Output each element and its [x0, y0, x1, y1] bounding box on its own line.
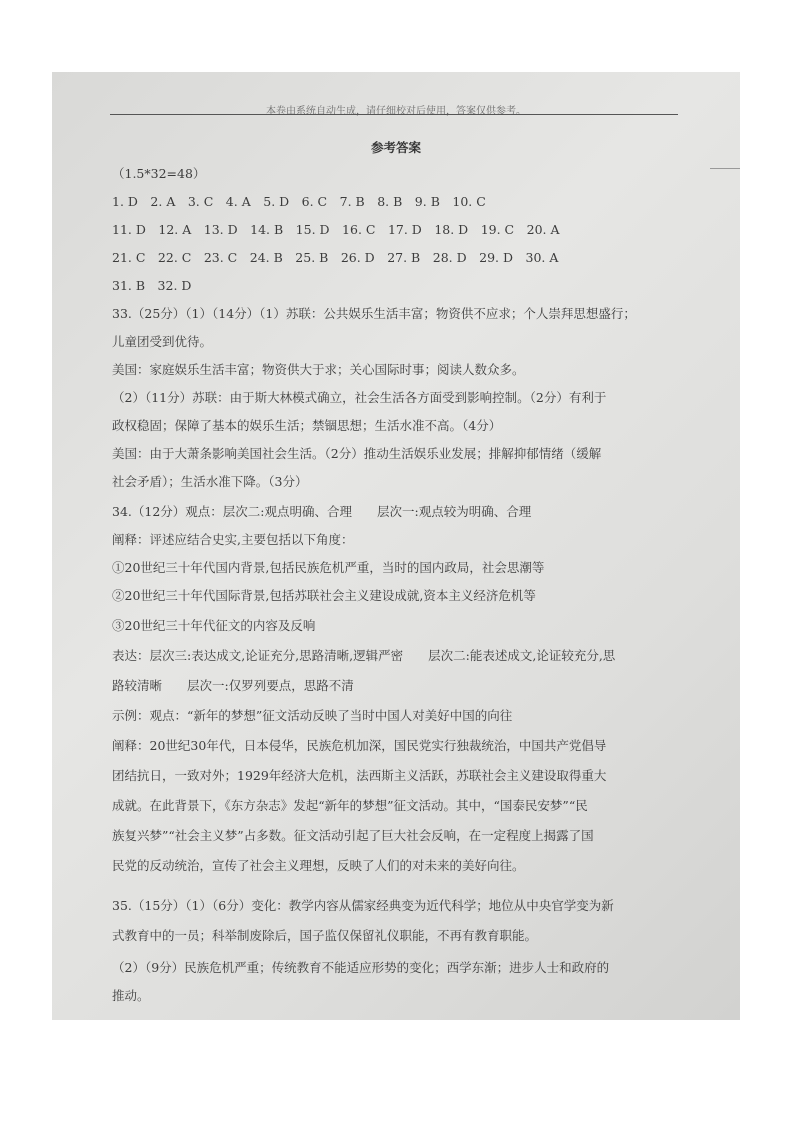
q33-line-4: （2）（11分）苏联：由于斯大林模式确立，社会生活各方面受到影响控制。（2分）有利于: [112, 390, 607, 405]
q33-line-1: 33.（25分）（1）（14分）（1）苏联：公共娱乐生活丰富；物资供不应求；个人崇拜思想盛行；: [112, 306, 636, 321]
q34-line-2: 阐释：评述应结合史实,主要包括以下角度：: [112, 532, 354, 547]
q34-line-10: 团结抗日，一致对外；1929年经济大危机，法西斯主义活跃，苏联社会主义建设取得重大: [112, 768, 607, 783]
q35-line-2: 式教育中的一员；科举制废除后，国子监仅保留礼仪职能，不再有教育职能。: [112, 928, 538, 943]
answer-row-1: 1. D 2. A 3. C 4. A 5. D 6. C 7. B 8. B 9. B 10. C: [112, 194, 486, 209]
q34-line-6: 表达：层次三:表达成文,论证充分,思路清晰,逻辑严密 层次二:能表述成文,论证较充分,思: [112, 648, 616, 663]
q33-line-5: 政权稳固；保障了基本的娱乐生活；禁锢思想；生活水准不高。（4分）: [112, 418, 502, 433]
q34-line-1: 34.（12分）观点：层次二:观点明确、合理 层次一:观点较为明确、合理: [112, 504, 532, 519]
q35-line-3: （2）（9分）民族危机严重；传统教育不能适应形势的变化；西学东渐；进步人士和政府的: [112, 960, 610, 975]
q33-line-3: 美国：家庭娱乐生活丰富；物资供大于求；关心国际时事；阅读人数众多。: [112, 362, 525, 377]
answer-row-2: 11. D 12. A 13. D 14. B 15. D 16. C 17. D 18. D 19. C 20. A: [112, 222, 560, 237]
answer-row-3: 21. C 22. C 23. C 24. B 25. B 26. D 27. B 28. D 29. D 30. A: [112, 250, 559, 265]
q33-line-2: 儿童团受到优待。: [112, 334, 213, 349]
q34-line-4: ②20世纪三十年代国际背景,包括苏联社会主义建设成就,资本主义经济危机等: [112, 588, 536, 603]
q34-line-13: 民党的反动统治，宣传了社会主义理想，反映了人们的对未来的美好向往。: [112, 858, 525, 873]
q34-line-12: 族复兴梦”“社会主义梦”占多数。征文活动引起了巨大社会反响，在一定程度上揭露了国: [112, 828, 594, 843]
q34-line-8: 示例：观点：“新年的梦想”征文活动反映了当时中国人对美好中国的向往: [112, 708, 513, 723]
page-banner: 本卷由系统自动生成，请仔细校对后使用，答案仅供参考。: [266, 106, 526, 117]
q33-line-6: 美国：由于大萧条影响美国社会生活。（2分）推动生活娱乐业发展；排解抑郁情绪（缓解: [112, 446, 602, 461]
edge-shadow: [710, 168, 740, 169]
header-rule: [110, 114, 678, 115]
score-note: （1.5*32=48）: [112, 166, 206, 181]
q35-line-1: 35.（15分）（1）（6分）变化：教学内容从儒家经典变为近代科学；地位从中央官学变为新: [112, 898, 614, 913]
page-title: 参考答案: [370, 140, 421, 155]
scanned-page-photo: [52, 72, 740, 1020]
q35-line-4: 推动。: [112, 988, 150, 1003]
q34-line-9: 阐释：20世纪30年代，日本侵华，民族危机加深，国民党实行独裁统治，中国共产党倡导: [112, 738, 607, 753]
answer-row-4: 31. B 32. D: [112, 278, 192, 293]
q33-line-7: 社会矛盾）；生活水准下降。（3分）: [112, 474, 308, 489]
q34-line-11: 成就。在此背景下，《东方杂志》发起“新年的梦想”征文活动。其中，“国泰民安梦”“民: [112, 798, 588, 813]
q34-line-5: ③20世纪三十年代征文的内容及反响: [112, 618, 316, 633]
q34-line-3: ①20世纪三十年代国内背景,包括民族危机严重，当时的国内政局，社会思潮等: [112, 560, 545, 575]
q34-line-7: 路较清晰 层次一:仅罗列要点，思路不清: [112, 678, 354, 693]
